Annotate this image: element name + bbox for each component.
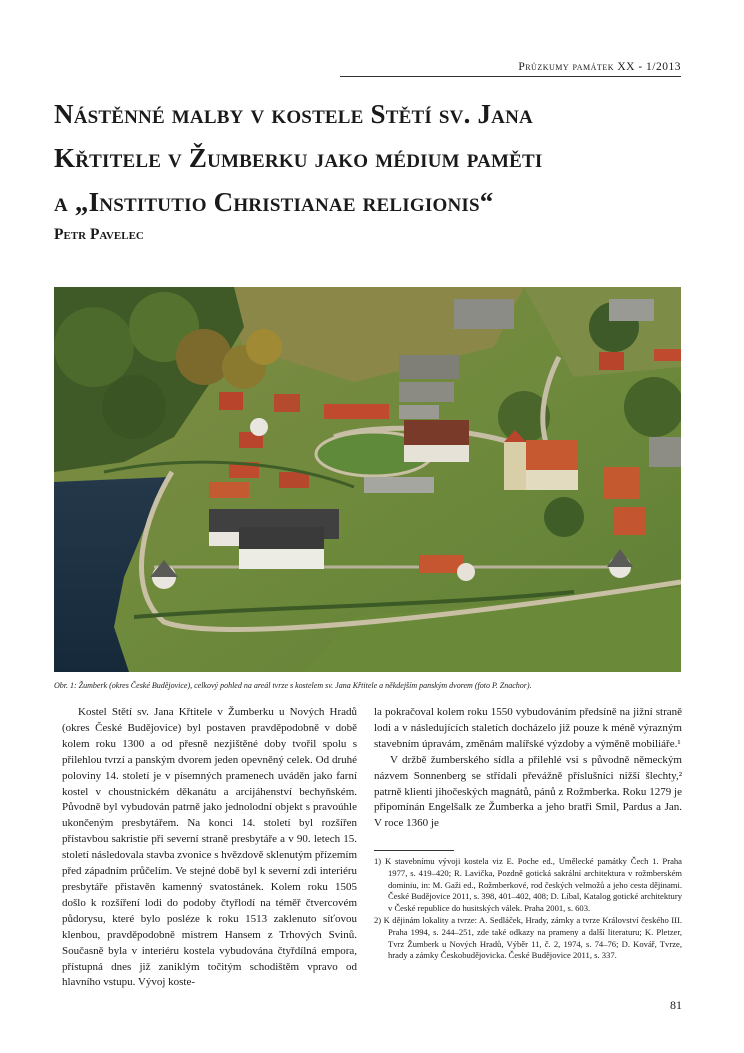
aerial-photo	[54, 287, 681, 672]
author-name: Petr Pavelec	[54, 226, 144, 243]
title-line: Křtitele v Žumberku jako médium paměti	[54, 143, 543, 173]
running-head: Průzkumy památek XX - 1/2013	[518, 61, 681, 73]
article-title	[54, 92, 694, 224]
title-line: Nástěnné malby v kostele Stětí sv. Jana	[54, 99, 533, 129]
footnote: 1) K stavebnímu vývoji kostela viz E. Poche ed., Umělecké památky Čech 1. Praha 1977, s. 419–420; R. Lavička, Pozdně gotická sakrální architektura v rožmberském dominiu, in: M. Gaži ed., Rožmberkové, rod českých velmožů a jeho cesta dějinami. České Budějovice 2011, s. 398, 401–402, 408; D. Líbal, Katalog gotické architektury v České republice do husitských válek. Praha 2001, s. 603.	[374, 856, 682, 914]
page-number: 81	[670, 998, 682, 1012]
paragraph: Kostel Stětí sv. Jana Křtitele v Žumberku u Nových Hradů (okres České Budějovice) byl postaven pravděpodobně v době kolem roku 1300 a od přesně nezjištěné doby tvořil spolu s přilehlou tvrzí a panským dvorem jeden opevněný celek. Od druhé poloviny 14. století je v písemných pramenech uváděn jako farní kostel v choustnickém děkanátu a arcijáhenství bechyňském. Původně byl vybudován patrně jako jednolodní objekt s pravoúhle ukončeným presbytářem. Na konci 14. století byl rozšířen přístavbou sakristie při severní straně presbytáře a v 90. letech 15. století následovala stavba zvonice s hvězdově sklenutým přízemím před západním průčelím. Ve stejné době byl k severní zdi interiéru presbytáře přistavěn kamenný svatostánek. Kolem roku 1505 došlo k rozšíření lodi do podoby čtyřlodí na téměř čtvercovém půdorysu, které bylo posléze k roku 1513 zaklenuto síťovou klenbou, pravděpodobně mistrem Hansem z Trhových Svinů. Současně byla v interiéru kostela vybudována čtyřdílná empora, přístupná dnes již zaniklým točitým schodištěm vpravo od hlavního vstupu. Vývoj koste-	[62, 706, 357, 989]
figure-caption: Obr. 1: Žumberk (okres České Budějovice), celkový pohled na areál tvrze s kostelem sv. Jana Křtitele a někdejším panským dvorem (foto P. Znachor).	[54, 681, 532, 690]
body-column-right	[374, 705, 682, 832]
footnote-rule	[374, 850, 454, 851]
footnotes	[374, 856, 682, 962]
header-rule	[340, 76, 681, 77]
paragraph: V držbě žumberského sídla a přilehlé vsi s původně německým názvem Sonnenberg se střídali převážně příslušníci nižší šlechty,² patrně klienti jihočeských magnátů, pánů z Rožmberka. Roku 1279 je připomínán Engelšalk ze Žumberka a jeho bratři Smil, Pardus a Jan. V roce 1360 je	[374, 753, 682, 830]
footnote: 2) K dějinám lokality a tvrze: A. Sedláček, Hrady, zámky a tvrze Království českého III. Praha 1994, s. 244–251, zde také odkazy na prameny a další literaturu; K. Pletzer, Tvrz Žumberk u Nových Hradů, Výběr 11, č. 2, 1974, s. 74–76; D. Kovář, Tvrze, hrady a zámky Českobudějovicka. České Budějovice 2011, s. 337.	[374, 914, 682, 961]
title-line: a „Institutio Christianae religionis“	[54, 187, 494, 217]
body-column-left	[62, 705, 357, 991]
paragraph: la pokračoval kolem roku 1550 vybudováním předsíně na jižní straně lodi a v následujících staletích docházelo již pouze k méně výrazným stavebním úpravám, změnám malířské výzdoby a výměně mobiliáře.¹	[374, 706, 682, 750]
